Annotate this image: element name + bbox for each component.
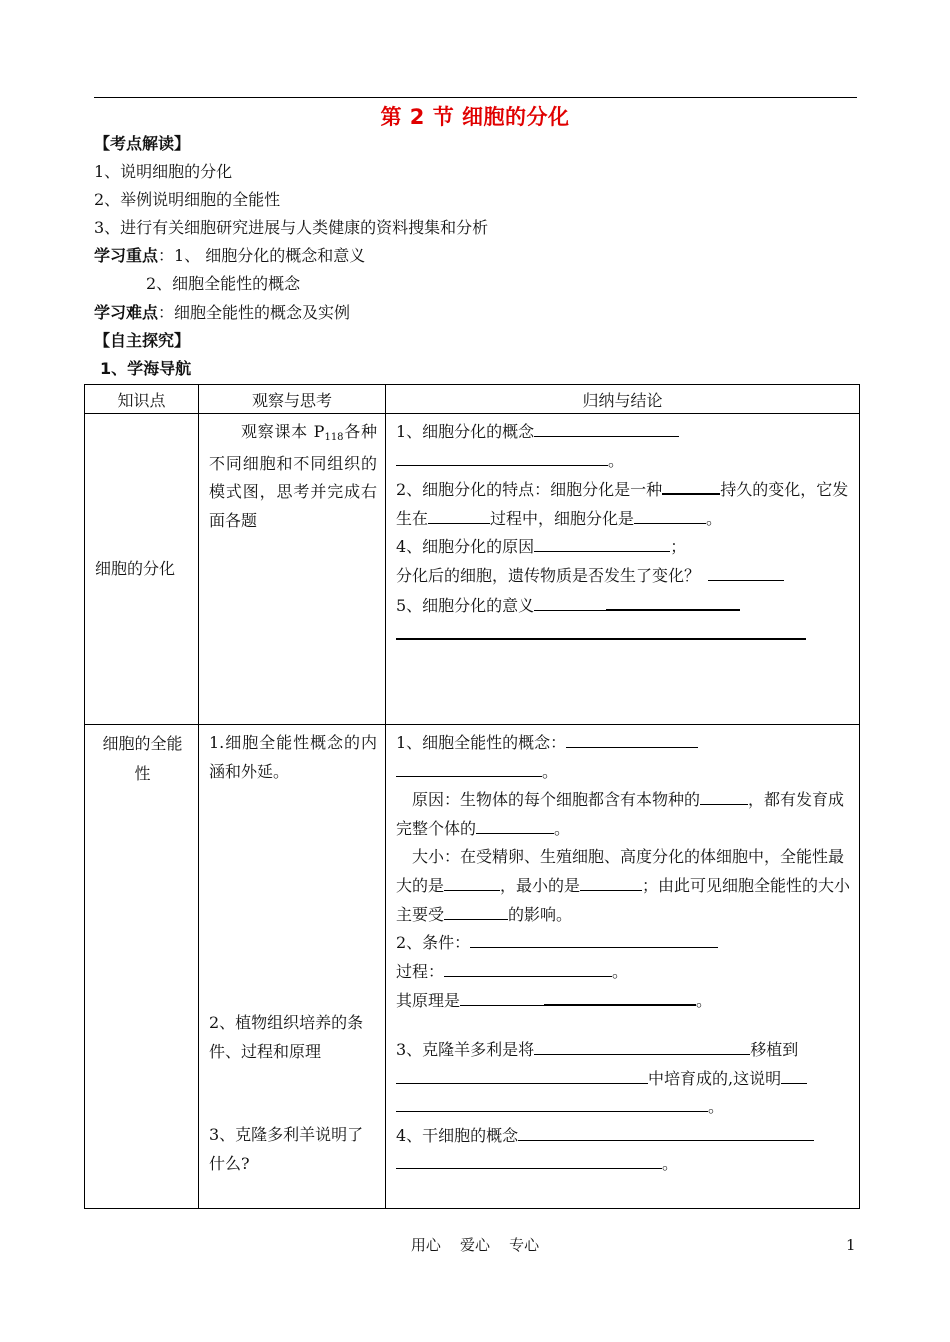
q-condition [396,929,851,958]
q-meaning [396,591,851,621]
q-dolly-cont [396,1065,851,1094]
punct: 。 [554,818,571,838]
blank[interactable] [396,620,806,640]
nandian-line [94,303,350,323]
q-concept-cont [396,447,851,476]
blank[interactable] [534,533,670,552]
blank[interactable] [700,786,748,805]
text: 过程： [396,961,445,981]
kaodian-item-2: 2、举例说明细胞的全能性 [94,190,281,209]
q-stemcell [396,1122,851,1151]
blank[interactable] [634,505,706,524]
conclusion-content [386,414,859,654]
punct: 。 [608,450,625,470]
text: 1、细胞全能性的概念： [396,733,567,752]
q-totipotency [396,729,851,758]
punct: 。 [542,761,559,781]
observe-subscript: 118 [324,432,344,443]
kaodian-item-3: 3、进行有关细胞研究进展与人类健康的资料搜集和分析 [94,218,489,237]
blank[interactable] [444,901,508,920]
blank[interactable] [781,1065,807,1084]
header-rule [94,97,857,98]
q-size [396,843,851,929]
study-table [84,384,860,1209]
header-observe: 观察与思考 [199,385,386,414]
blank[interactable] [396,1093,708,1112]
table-row-totipotency [85,725,860,1209]
page-number: 1 [846,1236,856,1254]
kaodian-item-1: 1、说明细胞的分化 [94,162,233,181]
topic-cell [85,414,199,725]
blank[interactable] [476,815,554,834]
blank[interactable] [396,758,542,777]
text: 大小：在受精卵、生殖细胞、高度分化的体细胞中，全能性最大的是 [396,847,845,895]
conclusion-cell [386,414,860,725]
spacer [396,1016,851,1036]
blank[interactable] [518,1122,814,1141]
q-dolly [396,1036,851,1065]
page-title: 第 2 节 细胞的分化 [380,105,570,129]
text: 4、细胞分化的原因 [396,537,535,557]
blank[interactable] [566,729,698,748]
header-conclusion: 归纳与结论 [386,385,860,414]
blank[interactable] [428,505,490,524]
text: 持久的变化，它发生在 [396,480,849,528]
blank[interactable] [708,562,784,581]
text: 其原理是 [396,991,461,1011]
q-reason [396,533,851,562]
punct: 。 [706,508,723,528]
q-meaning-cont [396,620,851,650]
text: ；由此可见细胞全能性的大小主要受 [396,875,851,924]
observe-cell [199,414,386,725]
conclusion-cell [386,725,860,1209]
blank[interactable] [460,987,544,1006]
observe-item-2: 2、植物组织培养的条件、过程和原理 [209,1013,364,1061]
text: 2、细胞分化的特点：细胞分化是一种 [396,480,663,500]
punct: ； [670,537,687,557]
q-cause [396,786,851,843]
blank[interactable] [396,447,608,466]
text: 移植到 [750,1039,799,1059]
blank[interactable] [662,475,720,495]
text: 5、细胞分化的意义 [396,595,535,615]
punct: 。 [696,991,713,1011]
text: ，都有发育成完整个体的 [396,790,845,838]
blank[interactable] [396,1065,648,1084]
observe-item-1: 1.细胞全能性概念的内涵和外延。 [209,733,377,781]
q-process [396,958,851,987]
zhongdian-label: 学习重点 [94,246,159,265]
section-heading-zizhu: 【自主探究】 [94,331,191,350]
blank[interactable] [544,986,696,1006]
q-totipotency-cont [396,758,851,787]
q-feature [396,475,851,533]
nandian-label: 学习难点 [94,303,159,322]
blank[interactable] [606,591,740,611]
blank[interactable] [534,418,679,437]
punct: 。 [662,1154,679,1174]
text: 中培育成的,这说明 [648,1068,782,1088]
blank[interactable] [534,592,606,611]
q-principle [396,986,851,1016]
text: 过程中，细胞分化是 [490,508,635,528]
text: 分化后的细胞，遗传物质是否发生了变化？ [396,565,701,585]
q-genetic [396,562,851,591]
observe-text-a: 观察课本 P [241,422,325,441]
text: 4、干细胞的概念 [396,1125,519,1145]
nandian-text: ：细胞全能性的概念及实例 [158,303,351,322]
q-concept [396,418,851,447]
blank[interactable] [580,872,642,891]
text: 的影响。 [508,904,573,924]
blank[interactable] [444,872,500,891]
section-heading-kaodian: 【考点解读】 [94,134,191,153]
table-row-differentiation [85,414,860,725]
q-stemcell-cont [396,1150,851,1179]
q-concept-label: 1、细胞分化的概念 [396,422,535,441]
observe-text [199,414,385,539]
topic-text: 细胞的全能性 [102,734,183,783]
topic-text: 细胞的分化 [95,558,176,578]
zhongdian-item-2: 2、细胞全能性的概念 [146,274,301,293]
zhongdian-item-1: ：1、 细胞分化的概念和意义 [158,246,366,265]
q-dolly-cont2 [396,1093,851,1122]
footer-text: 用心 爱心 专心 [410,1236,540,1254]
text: 原因：生物体的每个细胞都含有本物种的 [412,790,701,810]
punct: 。 [612,961,629,981]
observe-cell [199,725,386,1209]
observe-text-b: 各种不同细胞和不同组织的模式图，思考并完成右面各题 [209,422,377,530]
observe-item-3: 3、克隆多利羊说明了什么? [209,1125,364,1173]
text: 3、克隆羊多利是将 [396,1039,535,1059]
punct: 。 [708,1097,725,1117]
conclusion-content [386,725,859,1183]
table-header-row [85,385,860,414]
blank[interactable] [534,1036,750,1055]
topic-cell [85,725,199,1209]
blank[interactable] [470,929,718,948]
blank[interactable] [444,958,612,977]
text: 2、条件： [396,933,471,953]
subheading-xuehai: 1、学海导航 [100,359,192,378]
header-topic: 知识点 [85,385,199,414]
zhongdian-line [94,246,365,266]
blank[interactable] [396,1150,662,1169]
observe-content [199,725,385,1203]
text: ，最小的是 [500,875,581,895]
